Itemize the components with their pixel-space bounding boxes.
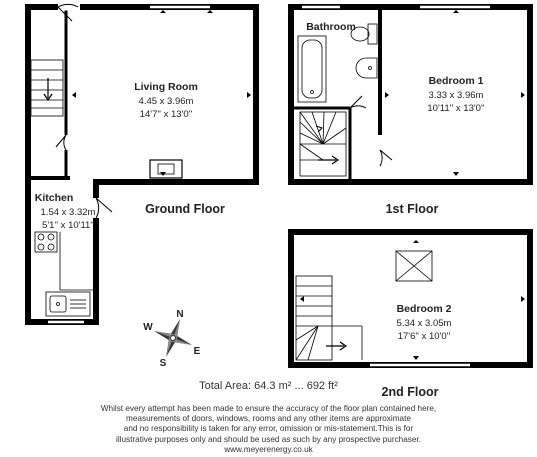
total-area: Total Area: 64.3 m² ... 692 ft² (199, 380, 338, 392)
disclaimer (0, 404, 537, 455)
bathroom-basin (356, 58, 377, 78)
living-room-metric: 4.45 x 3.96m (138, 96, 194, 107)
ground-floor-plan (28, 4, 256, 323)
bedroom1-metric: 3.33 x 3.96m (428, 90, 484, 101)
living-room-name: Living Room (134, 81, 198, 93)
bedroom2-name: Bedroom 2 (396, 303, 452, 315)
bedroom1-imperial: 10'11'' x 13'0'' (427, 103, 485, 114)
bedroom2-metric: 5.34 x 3.05m (396, 318, 452, 329)
ground-floor-walls (28, 7, 256, 322)
kitchen-imperial: 5'1'' x 10'11'' (42, 220, 94, 231)
bedroom2-imperial: 17'6'' x 10'0'' (397, 331, 451, 342)
hall-door-swing (56, 135, 66, 150)
ground-floor-label: Ground Floor (145, 202, 225, 216)
second-floor-plan (291, 232, 530, 367)
living-room-imperial: 14'7'' x 13'0'' (139, 109, 193, 120)
fireplace (150, 160, 182, 178)
second-floor-label: 2nd Floor (381, 385, 439, 399)
bath (298, 36, 326, 102)
first-floor-walls (291, 7, 530, 182)
disclaimer-line: illustrative purposes only and should be used as such by any prospective purchaser. (116, 434, 421, 444)
kitchen-metric: 1.54 x 3.32m (40, 207, 96, 218)
ground-floor-stairs (31, 60, 63, 116)
bathroom-door-swing (350, 96, 366, 108)
second-floor-walls (291, 232, 530, 365)
bedroom1-name: Bedroom 1 (428, 75, 484, 87)
first-floor-stairs (300, 112, 346, 176)
hob (35, 232, 57, 252)
compass-w-label: W (143, 322, 153, 333)
disclaimer-line: and no responsibility is taken for any error, omission or mis-statement.This is for (123, 424, 414, 434)
first-floor-label: 1st Floor (385, 202, 439, 216)
kitchen-name: Kitchen (34, 192, 74, 204)
compass (143, 309, 200, 369)
second-floor-stairs (296, 276, 362, 360)
kitchen-sink (46, 292, 90, 316)
bedroom1-door-swing (380, 150, 392, 166)
compass-n-label: N (176, 309, 184, 320)
roof-window (396, 251, 432, 281)
disclaimer-line: Whilst every attempt has been made to ensure the accuracy of the floor plan contained here, (100, 404, 437, 413)
bathroom-name: Bathroom (306, 21, 356, 33)
website-url: www.meyerenergy.co.uk (224, 444, 313, 454)
compass-s-label: S (159, 358, 167, 369)
compass-e-label: E (193, 346, 201, 357)
disclaimer-line: measurements of doors, windows, rooms and any other items are approximate (126, 414, 411, 424)
